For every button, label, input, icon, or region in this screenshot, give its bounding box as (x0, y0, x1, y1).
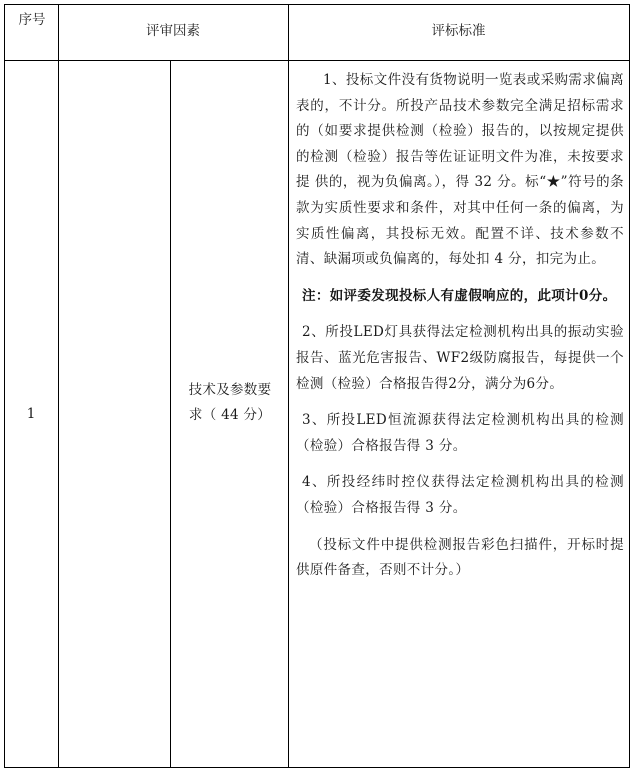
col-divider-criteria (288, 4, 289, 768)
table-bottom-border (4, 767, 630, 768)
table-left-border (4, 4, 5, 768)
criteria-cell (296, 68, 624, 595)
header-factors (58, 21, 288, 41)
criteria-item-4: 4、所投经纬时控仪获得法定检测机构出具的检测（检验）合格报告得 3 分。 (296, 474, 624, 516)
header-criteria-text: 评标标准 (431, 23, 486, 39)
factor-label-text: 技术及参数要求（ 44 分） (188, 382, 272, 423)
header-seq (18, 9, 46, 32)
header-seq-text: 序号 (18, 12, 46, 28)
header-bottom-border (4, 60, 630, 61)
col-divider-seq (58, 4, 59, 768)
factor-label (182, 378, 278, 428)
row-seq (4, 404, 58, 424)
criteria-item-1: 1、投标文件没有货物说明一览表或采购需求偏离表的，不计分。所投产品技术参数完全满足招标需求的（如要求提供检测（检验）报告的，以按规定提供的检测（检验）报告等佐证证明文件为准，未按要求提 供的，视为负偏离。），得 32 分。标“★”符号的条款为实质性要求和条件，对其中任何一条的偏离，为实质性偏离，其投标无效。配置不详、技术参数不清、缺漏项或负偏离的，每处扣 4 分，扣完为止。 (296, 72, 624, 268)
criteria-item-3: 3、所投LED恒流源获得法定检测机构出具的检测（检验）合格报告得 3 分。 (296, 412, 624, 454)
criteria-note: 注：如评委发现投标人有虚假响应的，此项计0分。 (302, 287, 617, 304)
criteria-remark: （投标文件中提供检测报告彩色扫描件，开标时提供原件备查，否则不计分。） (296, 536, 624, 579)
table-top-border (4, 4, 630, 5)
header-factors-text: 评审因素 (146, 23, 200, 39)
criteria-item-2: 2、所投LED灯具获得法定检测机构出具的振动实验报告、蓝光危害报告、WF2级防腐报告，每提供一个检测（检验）合格报告得2分，满分为6分。 (296, 324, 624, 392)
header-criteria (288, 21, 629, 41)
col-divider-subfactor (170, 60, 171, 768)
row-seq-text: 1 (26, 406, 36, 422)
table-right-border (629, 4, 630, 768)
